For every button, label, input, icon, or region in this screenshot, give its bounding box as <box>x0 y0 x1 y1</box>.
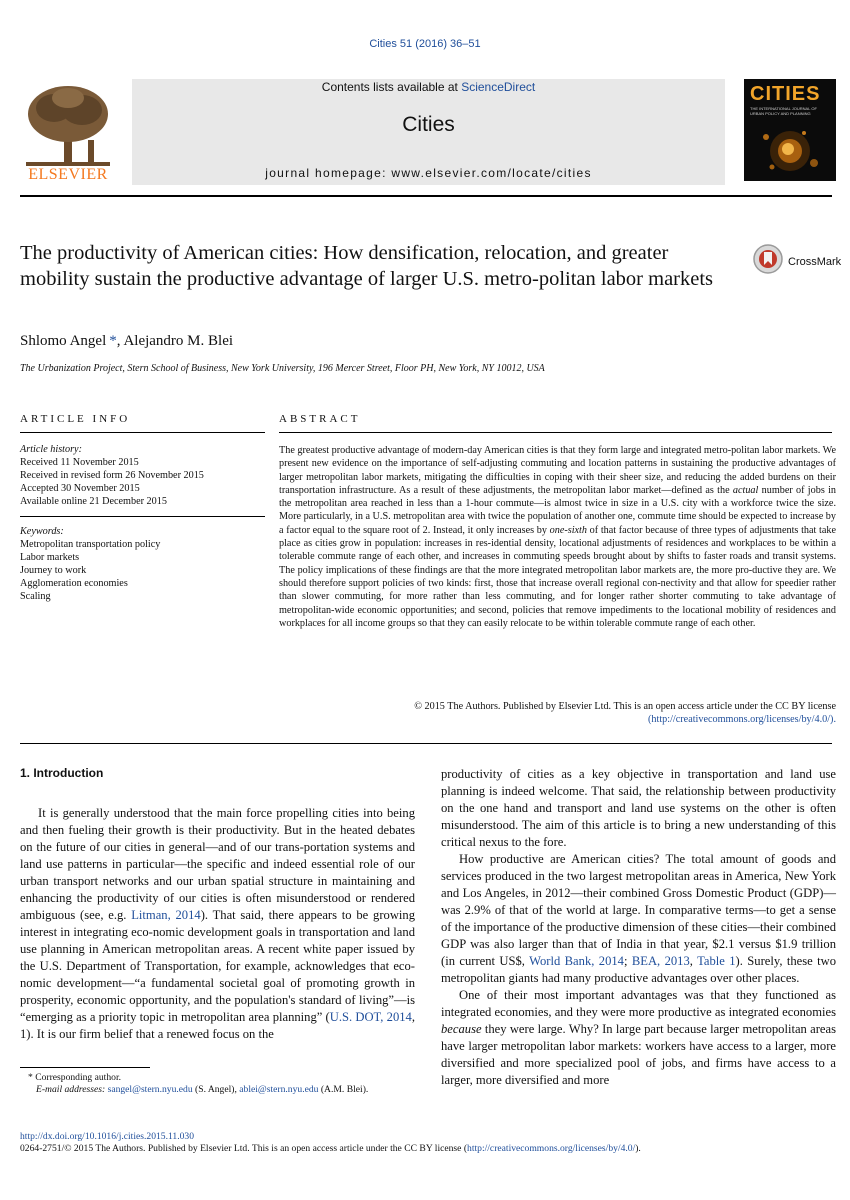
history-label: Article history: <box>20 444 82 455</box>
citation-link[interactable]: Litman, 2014 <box>131 908 201 922</box>
table-link[interactable]: Table 1 <box>697 954 736 968</box>
abstract-part: The greatest productive advantage of modern-day American cities is that they form large and integrated metro-politan labor markets. We present new evidence on the importance of self-adjusting commuting and location patterns in sustaining the productive advantages of larger metropolitan labor markets, mitigating the difficulties in coping with their sheer size, and reducing the added burdens on their transportation infrastructure. As a result of these adjustments, the metropolitan labor market—defined as the <box>279 445 836 496</box>
corresponding-author-mark[interactable]: * <box>109 333 117 349</box>
elsevier-tree-logo <box>18 82 118 168</box>
copyright-text: © 2015 The Authors. Published by Elsevier Ltd. This is an open access article under the CC BY license <box>414 701 836 712</box>
emphasis: because <box>441 1022 482 1036</box>
body-paragraph: productivity of cities as a key objective in transportation and land use planning is indeed welcome. That said, the relationship between productivity on the one hand and transport and land use systems on the other is often misunderstood. The aim of this article is to bring a new understanding of this critical nexus to the fore. <box>441 767 836 849</box>
divider <box>20 516 265 517</box>
cover-subtitle: THE INTERNATIONAL JOURNAL OF URBAN POLICY AND PLANNING <box>750 106 817 116</box>
citation-link[interactable]: BEA, 2013 <box>631 954 690 968</box>
footnotes <box>20 1072 415 1096</box>
text: ). <box>635 1143 641 1154</box>
contents-line <box>132 80 725 94</box>
abstract-heading: ABSTRACT <box>279 413 361 425</box>
abstract-text <box>279 444 836 630</box>
text: ). Surely, these two metropolitan giants had many productive advantages over other places. <box>441 954 837 985</box>
keyword: Scaling <box>20 591 51 602</box>
license-link[interactable]: (http://creativecommons.org/licenses/by/4.0/). <box>648 714 836 726</box>
crossmark-label[interactable]: CrossMark <box>788 256 842 268</box>
journal-name: Cities <box>402 113 455 136</box>
text: ). That said, there appears to be growing interest in integrating eco-nomic development goals in transportation and land use planning in American metropolitan areas. A recent white paper issued by the U.S. Department of Transportation, for example, acknowledges that eco-nomic development—“a fundamental societal goal of promoting growth in prosperity, economic opportunity, and the population's standard of living”—is “emerging as a priority topic in metropolitan area planning” ( <box>20 908 416 1024</box>
footnote-text: Corresponding author. <box>35 1072 122 1083</box>
history-entry: Available online 21 December 2015 <box>20 496 167 507</box>
body-paragraph <box>441 851 836 987</box>
history-entry: Accepted 30 November 2015 <box>20 483 140 494</box>
abstract-emphasis: one-sixth <box>549 524 587 536</box>
author-name[interactable]: Shlomo Angel <box>20 333 107 349</box>
text: ; <box>623 954 632 968</box>
abstract-part: of that factor because of three types of adjustments that take place as cities grow in population: increases in res-idential density, locational adjustments of residences and workplaces to be within a tolerable commute range of each other, and increases in commuting speeds brought about by shifts to faster roads and transit systems. The policy implications of these findings are that the more integrated metropolitan labor markets are, the more pro-ductive they are. We should therefore support policies of two kinds: first, those that increase overall regional con-nectivity and that allow for speedier rather than slower commuting, for more rather than less commuting, and for longer rather shorter commuting to take advantage of metropolitan-wide economic opportunities; and second, policies that remove impediments to the locational mobility of residences and workplaces for all income groups so that they can easily relocate to be within tolerable commute range of each other. <box>279 524 836 629</box>
citation-link[interactable]: World Bank, 2014 <box>529 954 624 968</box>
email-link[interactable]: sangel@stern.nyu.edu <box>107 1084 193 1095</box>
author-name[interactable]: Alejandro M. Blei <box>123 333 234 349</box>
sciencedirect-link[interactable]: ScienceDirect <box>461 80 536 94</box>
contents-prefix: Contents lists available at <box>321 80 462 94</box>
cover-city-lights-image <box>744 119 836 181</box>
author-separator: , <box>116 333 124 349</box>
keyword: Journey to work <box>20 565 87 576</box>
email-link[interactable]: ablei@stern.nyu.edu <box>239 1084 319 1095</box>
text: (S. Angel), <box>192 1084 240 1095</box>
copyright-statement <box>279 700 836 727</box>
text: , 1). It is our firm belief that a renewed focus on the <box>20 1010 415 1041</box>
keyword: Metropolitan transportation policy <box>20 539 161 550</box>
homepage-url[interactable]: www.elsevier.com/locate/cities <box>391 166 592 180</box>
author-list <box>20 333 233 350</box>
keywords-label: Keywords: <box>20 526 64 537</box>
text: One of their most important advantages was that they functioned as integrated economies, and they were more productive as integrated economies <box>441 988 836 1019</box>
email-label: E-mail addresses: <box>36 1084 108 1095</box>
keyword: Labor markets <box>20 552 80 563</box>
section-heading: 1. Introduction <box>20 766 104 780</box>
body-paragraph <box>441 987 836 1089</box>
license-line <box>20 1143 641 1154</box>
history-entry: Received 11 November 2015 <box>20 457 139 468</box>
license-link[interactable]: http://creativecommons.org/licenses/by/4.0/ <box>467 1143 636 1154</box>
crossmark-icon[interactable] <box>752 243 784 282</box>
doi-link[interactable]: http://dx.doi.org/10.1016/j.cities.2015.11.030 <box>20 1131 195 1142</box>
history-entry: Received in revised form 26 November 2015 <box>20 470 204 481</box>
text: It is generally understood that the main force propelling cities into being and then fueling their growth is their productivity. But in the heated debates on the future of our cities in general—and of our trans-portation systems and land use patterns in particular—the specific and indeed essential role of our urban transport networks and our urban spatial structure in maintaining and enhancing the productivity of our cities is often misunderstood or rendered ambiguous (see, e.g. <box>20 806 415 922</box>
body-paragraph <box>20 805 415 1043</box>
text: , <box>689 954 698 968</box>
elsevier-wordmark: ELSEVIER <box>28 166 108 183</box>
keyword: Agglomeration economies <box>20 578 128 589</box>
affiliation: The Urbanization Project, Stern School of Business, New York University, 196 Mercer Street, Floor PH, New York, NY 10012, USA <box>20 363 545 374</box>
text: (A.M. Blei). <box>318 1084 369 1095</box>
abstract-part: number of jobs in the metropolitan area reached in less than a 1-hour commute—is almost twice in size in a U.S. city with a workforce twice the size. More particularly, in a U.S. metropolitan area with twice the population of another one, commute time should be expected to increase by a factor equal to the square root of 2. Instead, it only increases by <box>279 484 837 536</box>
article-info-heading: ARTICLE INFO <box>20 413 131 425</box>
article-title: The productivity of American cities: How densification, relocation, and greater mobility sustain the productive advantage of larger U.S. metro-politan labor markets <box>20 242 714 290</box>
cover-title: CITIES <box>750 83 821 105</box>
journal-cover <box>744 79 836 181</box>
header-rule <box>20 195 832 197</box>
text: 0264-2751/© 2015 The Authors. Published by Elsevier Ltd. This is an open access article under the CC BY license ( <box>20 1143 468 1154</box>
footnote <box>20 1084 415 1096</box>
divider <box>20 432 265 433</box>
journal-reference[interactable]: Cities 51 (2016) 36–51 <box>369 38 481 50</box>
body-right-column <box>441 766 836 1089</box>
footnote-rule <box>20 1067 150 1068</box>
footnote: * Corresponding author. <box>28 1072 122 1083</box>
divider <box>279 432 832 433</box>
text: they were large. Why? In large part because larger metropolitan areas have larger metropolitan labor markets: workers have access to a larger, more diversified and more specialized pool of jobs, and firms have access to a larger, more diversified and more <box>441 1022 836 1087</box>
text: How productive are American cities? The total amount of goods and services produced in the two largest metropolitan areas in America, New York and Los Angeles, in 2012—their combined Gross Domestic Product (GDP)—was 2.9% of that of the world at large. In comparative terms—to get a sense of the importance of the productive dimension of these cities—their combined GDP was also larger than that of India in that year, $2.1 versus $1.9 trillion (in current US$, <box>441 852 836 968</box>
body-left-column <box>20 765 415 1043</box>
abstract-emphasis: actual <box>732 484 759 496</box>
homepage-line <box>132 166 725 180</box>
divider <box>20 743 832 744</box>
keywords <box>20 525 265 603</box>
citation-link[interactable]: U.S. DOT, 2014 <box>329 1010 412 1024</box>
article-history <box>20 443 265 508</box>
homepage-prefix: journal homepage: <box>265 166 392 180</box>
